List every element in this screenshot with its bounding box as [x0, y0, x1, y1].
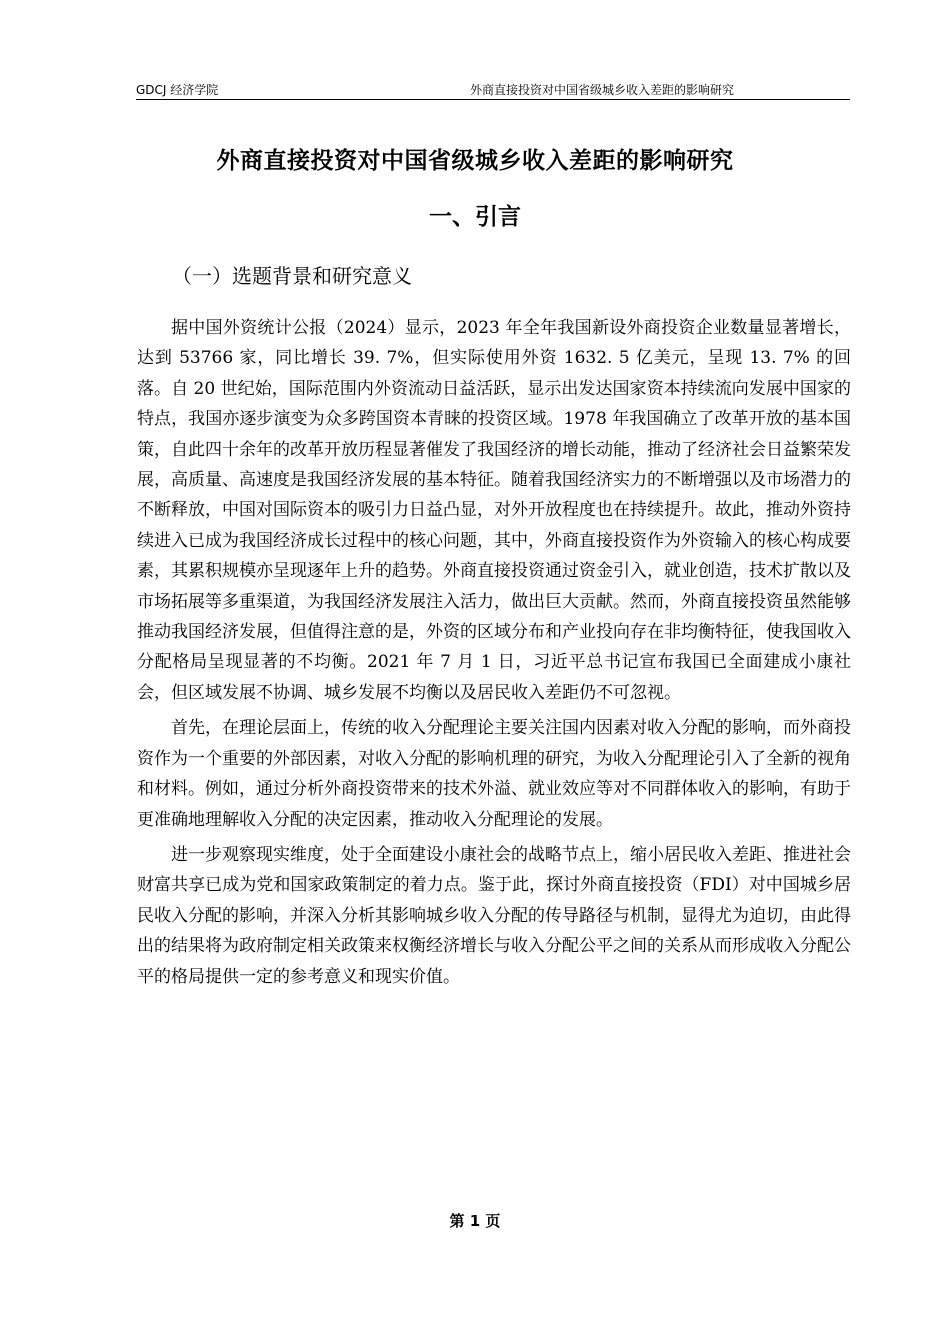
paragraph-3: 进一步观察现实维度，处于全面建设小康社会的战略节点上，缩小居民收入差距、推进社会财富共享已成为党和国家政策制定的着力点。鉴于此，探讨外商直接投资（FDI）对中国城乡居民收入分配的影响，并深入分析其影响城乡收入分配的传导路径与机制，显得尤为迫切，由此得出的结果将为政府制定相关政策来权衡经济增长与收入分配公平之间的关系从而形成收入分配公平的格局提供一定的参考意义和现实价值。 [137, 844, 851, 987]
header-paper-title: 外商直接投资对中国省级城乡收入差距的影响研究 [470, 83, 735, 97]
page-number: 第 1 页 [449, 1212, 501, 1230]
header-institution: GDCJ 经济学院 [136, 83, 219, 97]
paragraph-2: 首先，在理论层面上，传统的收入分配理论主要关注国内因素对收入分配的影响，而外商投资作为一个重要的外部因素，对收入分配的影响机理的研究，为收入分配理论引入了全新的视角和材料。例如，通过分析外商投资带来的技术外溢、就业效应等对不同群体收入的影响，有助于更准确地理解收入分配的决定因素，推动收入分配理论的发展。 [137, 718, 851, 830]
document-title: 外商直接投资对中国省级城乡收入差距的影响研究 [216, 148, 734, 174]
running-header [136, 79, 850, 100]
section-heading: 一、引言 [429, 204, 521, 230]
subsection-heading: （一）选题背景和研究意义 [172, 264, 412, 288]
paragraph-1: 据中国外资统计公报（2024）显示，2023 年全年我国新设外商投资企业数量显著增长，达到 53766 家，同比增长 39. 7%，但实际使用外资 1632. 5 亿美元，呈现 13. 7% 的回落。自 20 世纪始，国际范围内外资流动日益活跃，显示出发达国家资本持续流向发展中国家的特点，我国亦逐步演变为众多跨国资本青睐的投资区域。1978 年我国确立了改革开放的基本国策，自此四十余年的改革开放历程显著催发了我国经济的增长动能，推动了经济社会日益繁荣发展，高质量、高速度是我国经济发展的基本特征。随着我国经济实力的不断增强以及市场潜力的不断释放，中国对国际资本的吸引力日益凸显，对外开放程度也在持续提升。故此，推动外资持续进入已成为我国经济成长过程中的核心问题，其中，外商直接投资作为外资输入的核心构成要素，其累积规模亦呈现逐年上升的趋势。外商直接投资通过资金引入，就业创造，技术扩散以及市场拓展等多重渠道，为我国经济发展注入活力，做出巨大贡献。然而，外商直接投资虽然能够推动我国经济发展，但值得注意的是，外资的区域分布和产业投向存在非均衡特征，使我国收入分配格局呈现显著的不均衡。2021 年 7 月 1 日，习近平总书记宣布我国已全面建成小康社会，但区域发展不协调、城乡发展不均衡以及居民收入差距仍不可忽视。 [137, 318, 851, 703]
body-text [137, 313, 851, 997]
